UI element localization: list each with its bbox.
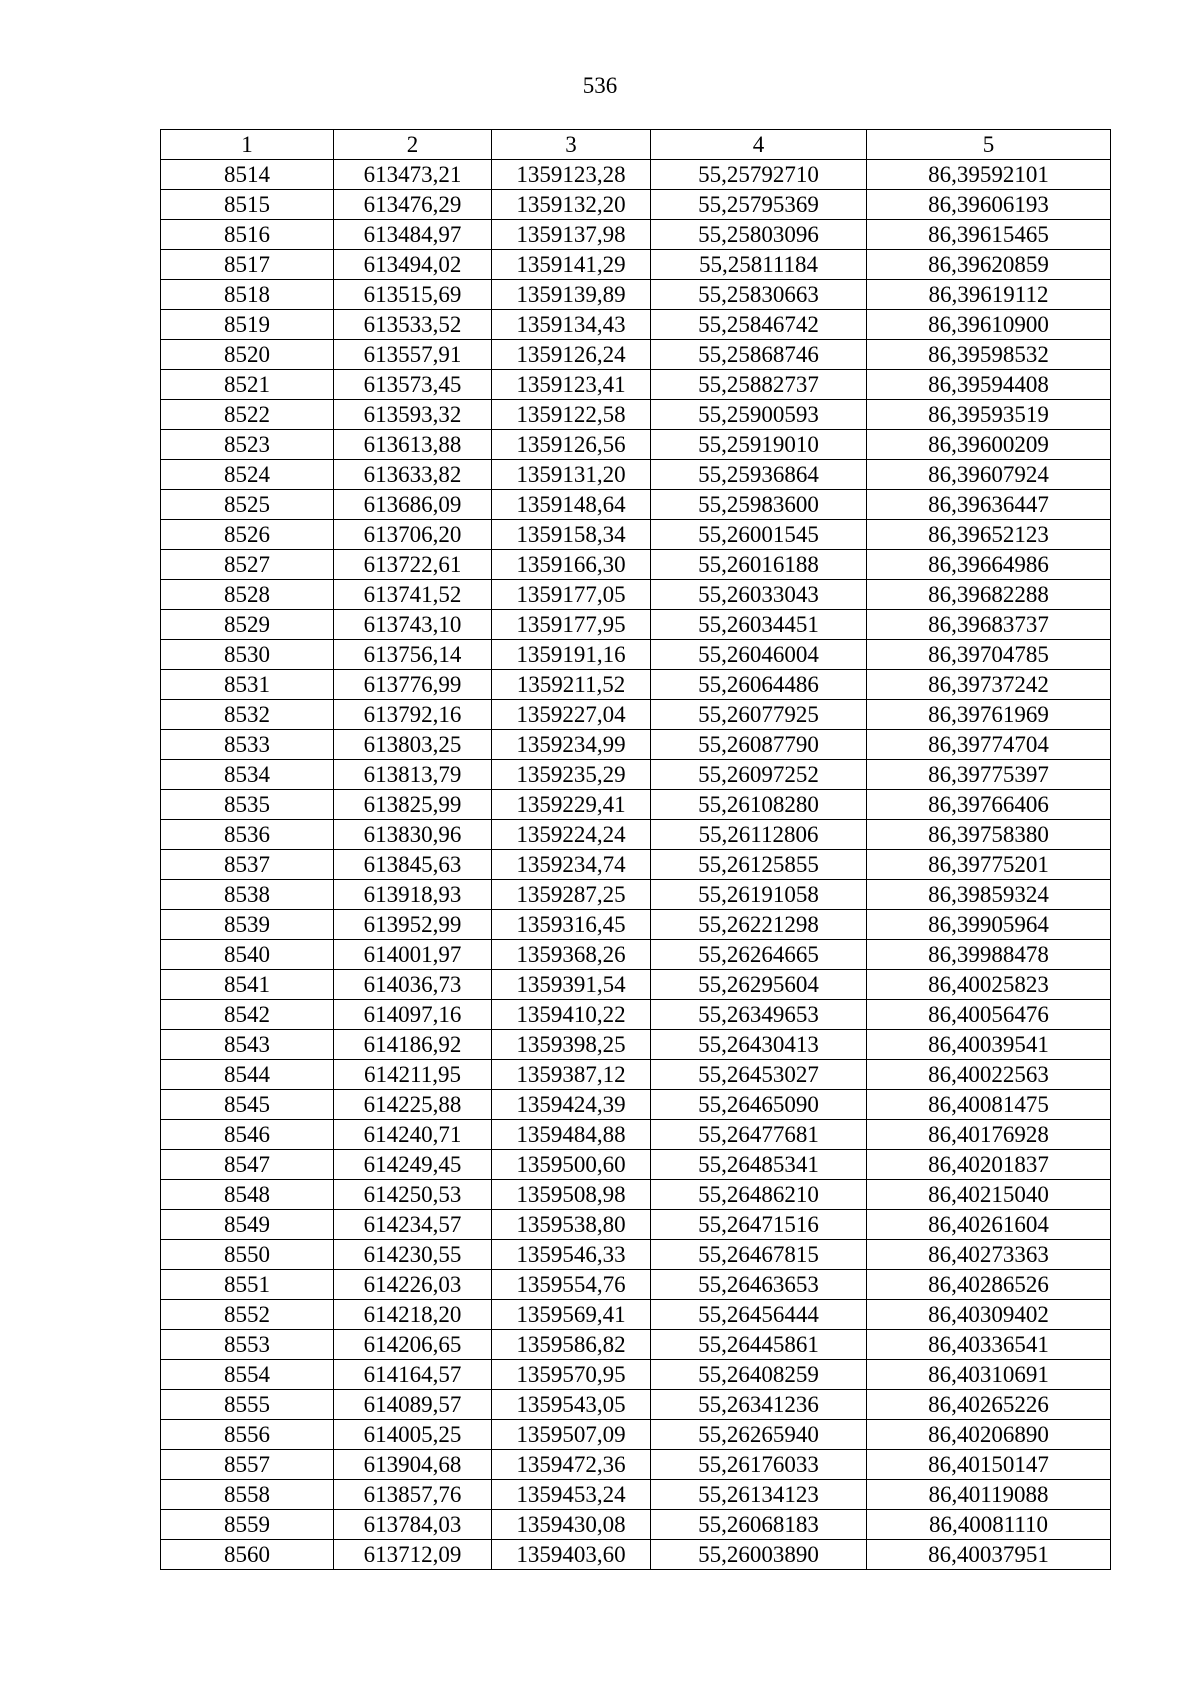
y-coordinate-cell: 1359538,80 (492, 1210, 651, 1240)
table-row (161, 340, 1111, 370)
point-number-cell: 8553 (161, 1330, 334, 1360)
x-coordinate-cell: 613473,21 (334, 160, 492, 190)
x-coordinate-cell: 613722,61 (334, 550, 492, 580)
x-coordinate-cell: 613613,88 (334, 430, 492, 460)
y-coordinate-cell: 1359224,24 (492, 820, 651, 850)
latitude-cell: 55,26016188 (651, 550, 867, 580)
table-row (161, 520, 1111, 550)
longitude-cell: 86,39704785 (867, 640, 1111, 670)
table-row (161, 250, 1111, 280)
y-coordinate-cell: 1359234,99 (492, 730, 651, 760)
latitude-cell: 55,26034451 (651, 610, 867, 640)
latitude-cell: 55,26108280 (651, 790, 867, 820)
point-number-cell: 8558 (161, 1480, 334, 1510)
longitude-cell: 86,40039541 (867, 1030, 1111, 1060)
x-coordinate-cell: 614250,53 (334, 1180, 492, 1210)
y-coordinate-cell: 1359141,29 (492, 250, 651, 280)
latitude-cell: 55,25795369 (651, 190, 867, 220)
x-coordinate-cell: 614249,45 (334, 1150, 492, 1180)
y-coordinate-cell: 1359234,74 (492, 850, 651, 880)
latitude-cell: 55,26033043 (651, 580, 867, 610)
latitude-cell: 55,25846742 (651, 310, 867, 340)
point-number-cell: 8528 (161, 580, 334, 610)
x-coordinate-cell: 613756,14 (334, 640, 492, 670)
y-coordinate-cell: 1359122,58 (492, 400, 651, 430)
y-coordinate-cell: 1359227,04 (492, 700, 651, 730)
latitude-cell: 55,26176033 (651, 1450, 867, 1480)
y-coordinate-cell: 1359569,41 (492, 1300, 651, 1330)
table-row (161, 700, 1111, 730)
point-number-cell: 8536 (161, 820, 334, 850)
x-coordinate-cell: 613743,10 (334, 610, 492, 640)
table-header (161, 130, 1111, 160)
table-row (161, 1450, 1111, 1480)
x-coordinate-cell: 614230,55 (334, 1240, 492, 1270)
column-header: 1 (161, 130, 334, 160)
table-row (161, 370, 1111, 400)
y-coordinate-cell: 1359177,05 (492, 580, 651, 610)
latitude-cell: 55,26456444 (651, 1300, 867, 1330)
longitude-cell: 86,39615465 (867, 220, 1111, 250)
y-coordinate-cell: 1359508,98 (492, 1180, 651, 1210)
longitude-cell: 86,40310691 (867, 1360, 1111, 1390)
table-row (161, 1210, 1111, 1240)
y-coordinate-cell: 1359177,95 (492, 610, 651, 640)
coordinates-table (160, 129, 1111, 1570)
header-row (161, 130, 1111, 160)
latitude-cell: 55,26046004 (651, 640, 867, 670)
longitude-cell: 86,39620859 (867, 250, 1111, 280)
column-header: 4 (651, 130, 867, 160)
x-coordinate-cell: 614225,88 (334, 1090, 492, 1120)
y-coordinate-cell: 1359398,25 (492, 1030, 651, 1060)
column-header: 2 (334, 130, 492, 160)
longitude-cell: 86,39636447 (867, 490, 1111, 520)
x-coordinate-cell: 613784,03 (334, 1510, 492, 1540)
y-coordinate-cell: 1359546,33 (492, 1240, 651, 1270)
x-coordinate-cell: 613776,99 (334, 670, 492, 700)
longitude-cell: 86,39619112 (867, 280, 1111, 310)
longitude-cell: 86,39600209 (867, 430, 1111, 460)
latitude-cell: 55,26349653 (651, 1000, 867, 1030)
table-row (161, 670, 1111, 700)
x-coordinate-cell: 613476,29 (334, 190, 492, 220)
point-number-cell: 8551 (161, 1270, 334, 1300)
table-row (161, 1480, 1111, 1510)
latitude-cell: 55,26064486 (651, 670, 867, 700)
y-coordinate-cell: 1359134,43 (492, 310, 651, 340)
x-coordinate-cell: 613515,69 (334, 280, 492, 310)
x-coordinate-cell: 614005,25 (334, 1420, 492, 1450)
point-number-cell: 8555 (161, 1390, 334, 1420)
x-coordinate-cell: 613706,20 (334, 520, 492, 550)
y-coordinate-cell: 1359211,52 (492, 670, 651, 700)
table-row (161, 610, 1111, 640)
latitude-cell: 55,26125855 (651, 850, 867, 880)
longitude-cell: 86,40201837 (867, 1150, 1111, 1180)
y-coordinate-cell: 1359126,56 (492, 430, 651, 460)
longitude-cell: 86,40336541 (867, 1330, 1111, 1360)
table-row (161, 550, 1111, 580)
table-row (161, 1540, 1111, 1570)
point-number-cell: 8530 (161, 640, 334, 670)
table-row (161, 220, 1111, 250)
y-coordinate-cell: 1359570,95 (492, 1360, 651, 1390)
longitude-cell: 86,40081110 (867, 1510, 1111, 1540)
table-row (161, 430, 1111, 460)
x-coordinate-cell: 614226,03 (334, 1270, 492, 1300)
longitude-cell: 86,39682288 (867, 580, 1111, 610)
point-number-cell: 8542 (161, 1000, 334, 1030)
latitude-cell: 55,25830663 (651, 280, 867, 310)
point-number-cell: 8537 (161, 850, 334, 880)
point-number-cell: 8535 (161, 790, 334, 820)
table-row (161, 160, 1111, 190)
y-coordinate-cell: 1359391,54 (492, 970, 651, 1000)
latitude-cell: 55,26264665 (651, 940, 867, 970)
longitude-cell: 86,40261604 (867, 1210, 1111, 1240)
x-coordinate-cell: 613952,99 (334, 910, 492, 940)
x-coordinate-cell: 613741,52 (334, 580, 492, 610)
y-coordinate-cell: 1359148,64 (492, 490, 651, 520)
latitude-cell: 55,26485341 (651, 1150, 867, 1180)
x-coordinate-cell: 614001,97 (334, 940, 492, 970)
longitude-cell: 86,39593519 (867, 400, 1111, 430)
longitude-cell: 86,39774704 (867, 730, 1111, 760)
y-coordinate-cell: 1359507,09 (492, 1420, 651, 1450)
latitude-cell: 55,25811184 (651, 250, 867, 280)
y-coordinate-cell: 1359543,05 (492, 1390, 651, 1420)
longitude-cell: 86,39598532 (867, 340, 1111, 370)
latitude-cell: 55,26430413 (651, 1030, 867, 1060)
latitude-cell: 55,26467815 (651, 1240, 867, 1270)
x-coordinate-cell: 613845,63 (334, 850, 492, 880)
point-number-cell: 8515 (161, 190, 334, 220)
y-coordinate-cell: 1359410,22 (492, 1000, 651, 1030)
table-row (161, 1030, 1111, 1060)
point-number-cell: 8550 (161, 1240, 334, 1270)
y-coordinate-cell: 1359158,34 (492, 520, 651, 550)
table-row (161, 970, 1111, 1000)
latitude-cell: 55,26265940 (651, 1420, 867, 1450)
point-number-cell: 8529 (161, 610, 334, 640)
point-number-cell: 8516 (161, 220, 334, 250)
latitude-cell: 55,25919010 (651, 430, 867, 460)
point-number-cell: 8525 (161, 490, 334, 520)
y-coordinate-cell: 1359126,24 (492, 340, 651, 370)
x-coordinate-cell: 614186,92 (334, 1030, 492, 1060)
y-coordinate-cell: 1359500,60 (492, 1150, 651, 1180)
table-row (161, 460, 1111, 490)
y-coordinate-cell: 1359235,29 (492, 760, 651, 790)
latitude-cell: 55,25983600 (651, 490, 867, 520)
table-row (161, 760, 1111, 790)
x-coordinate-cell: 614164,57 (334, 1360, 492, 1390)
x-coordinate-cell: 613686,09 (334, 490, 492, 520)
latitude-cell: 55,26445861 (651, 1330, 867, 1360)
longitude-cell: 86,40286526 (867, 1270, 1111, 1300)
point-number-cell: 8560 (161, 1540, 334, 1570)
table-row (161, 280, 1111, 310)
point-number-cell: 8531 (161, 670, 334, 700)
point-number-cell: 8527 (161, 550, 334, 580)
latitude-cell: 55,26191058 (651, 880, 867, 910)
y-coordinate-cell: 1359453,24 (492, 1480, 651, 1510)
y-coordinate-cell: 1359166,30 (492, 550, 651, 580)
point-number-cell: 8524 (161, 460, 334, 490)
table-row (161, 1300, 1111, 1330)
table-row (161, 1180, 1111, 1210)
point-number-cell: 8533 (161, 730, 334, 760)
point-number-cell: 8534 (161, 760, 334, 790)
latitude-cell: 55,26001545 (651, 520, 867, 550)
y-coordinate-cell: 1359430,08 (492, 1510, 651, 1540)
table-row (161, 940, 1111, 970)
table-row (161, 1000, 1111, 1030)
latitude-cell: 55,26097252 (651, 760, 867, 790)
table-row (161, 1240, 1111, 1270)
x-coordinate-cell: 613792,16 (334, 700, 492, 730)
column-header: 5 (867, 130, 1111, 160)
table-body (161, 160, 1111, 1570)
point-number-cell: 8559 (161, 1510, 334, 1540)
latitude-cell: 55,26087790 (651, 730, 867, 760)
table-row (161, 640, 1111, 670)
longitude-cell: 86,40150147 (867, 1450, 1111, 1480)
point-number-cell: 8554 (161, 1360, 334, 1390)
table-row (161, 730, 1111, 760)
table-row (161, 1090, 1111, 1120)
latitude-cell: 55,26471516 (651, 1210, 867, 1240)
longitude-cell: 86,40022563 (867, 1060, 1111, 1090)
longitude-cell: 86,39859324 (867, 880, 1111, 910)
latitude-cell: 55,25803096 (651, 220, 867, 250)
table-row (161, 400, 1111, 430)
point-number-cell: 8520 (161, 340, 334, 370)
longitude-cell: 86,39683737 (867, 610, 1111, 640)
latitude-cell: 55,26134123 (651, 1480, 867, 1510)
x-coordinate-cell: 613573,45 (334, 370, 492, 400)
latitude-cell: 55,26068183 (651, 1510, 867, 1540)
column-header: 3 (492, 130, 651, 160)
y-coordinate-cell: 1359484,88 (492, 1120, 651, 1150)
longitude-cell: 86,40265226 (867, 1390, 1111, 1420)
point-number-cell: 8540 (161, 940, 334, 970)
point-number-cell: 8548 (161, 1180, 334, 1210)
table-row (161, 1420, 1111, 1450)
table-row (161, 1270, 1111, 1300)
y-coordinate-cell: 1359123,28 (492, 160, 651, 190)
point-number-cell: 8523 (161, 430, 334, 460)
longitude-cell: 86,40025823 (867, 970, 1111, 1000)
latitude-cell: 55,26221298 (651, 910, 867, 940)
longitude-cell: 86,40176928 (867, 1120, 1111, 1150)
point-number-cell: 8519 (161, 310, 334, 340)
longitude-cell: 86,39988478 (867, 940, 1111, 970)
x-coordinate-cell: 613803,25 (334, 730, 492, 760)
x-coordinate-cell: 613825,99 (334, 790, 492, 820)
x-coordinate-cell: 614211,95 (334, 1060, 492, 1090)
point-number-cell: 8543 (161, 1030, 334, 1060)
x-coordinate-cell: 613813,79 (334, 760, 492, 790)
table-row (161, 1060, 1111, 1090)
latitude-cell: 55,25868746 (651, 340, 867, 370)
y-coordinate-cell: 1359132,20 (492, 190, 651, 220)
latitude-cell: 55,25936864 (651, 460, 867, 490)
longitude-cell: 86,40273363 (867, 1240, 1111, 1270)
x-coordinate-cell: 613830,96 (334, 820, 492, 850)
longitude-cell: 86,40206890 (867, 1420, 1111, 1450)
point-number-cell: 8556 (161, 1420, 334, 1450)
longitude-cell: 86,39761969 (867, 700, 1111, 730)
y-coordinate-cell: 1359131,20 (492, 460, 651, 490)
longitude-cell: 86,39606193 (867, 190, 1111, 220)
table-row (161, 1510, 1111, 1540)
point-number-cell: 8557 (161, 1450, 334, 1480)
point-number-cell: 8514 (161, 160, 334, 190)
latitude-cell: 55,26003890 (651, 1540, 867, 1570)
table-row (161, 790, 1111, 820)
point-number-cell: 8518 (161, 280, 334, 310)
x-coordinate-cell: 613484,97 (334, 220, 492, 250)
latitude-cell: 55,26112806 (651, 820, 867, 850)
longitude-cell: 86,39592101 (867, 160, 1111, 190)
latitude-cell: 55,25900593 (651, 400, 867, 430)
y-coordinate-cell: 1359424,39 (492, 1090, 651, 1120)
longitude-cell: 86,40215040 (867, 1180, 1111, 1210)
longitude-cell: 86,39758380 (867, 820, 1111, 850)
table-row (161, 310, 1111, 340)
latitude-cell: 55,25792710 (651, 160, 867, 190)
x-coordinate-cell: 614240,71 (334, 1120, 492, 1150)
x-coordinate-cell: 613918,93 (334, 880, 492, 910)
x-coordinate-cell: 614036,73 (334, 970, 492, 1000)
longitude-cell: 86,39664986 (867, 550, 1111, 580)
latitude-cell: 55,26295604 (651, 970, 867, 1000)
x-coordinate-cell: 613712,09 (334, 1540, 492, 1570)
y-coordinate-cell: 1359139,89 (492, 280, 651, 310)
point-number-cell: 8544 (161, 1060, 334, 1090)
latitude-cell: 55,26408259 (651, 1360, 867, 1390)
x-coordinate-cell: 614097,16 (334, 1000, 492, 1030)
x-coordinate-cell: 613857,76 (334, 1480, 492, 1510)
longitude-cell: 86,40119088 (867, 1480, 1111, 1510)
y-coordinate-cell: 1359137,98 (492, 220, 651, 250)
longitude-cell: 86,39610900 (867, 310, 1111, 340)
x-coordinate-cell: 613533,52 (334, 310, 492, 340)
table-row (161, 190, 1111, 220)
table-row (161, 580, 1111, 610)
table-row (161, 490, 1111, 520)
point-number-cell: 8545 (161, 1090, 334, 1120)
table-row (161, 820, 1111, 850)
point-number-cell: 8521 (161, 370, 334, 400)
y-coordinate-cell: 1359554,76 (492, 1270, 651, 1300)
point-number-cell: 8547 (161, 1150, 334, 1180)
longitude-cell: 86,39652123 (867, 520, 1111, 550)
y-coordinate-cell: 1359316,45 (492, 910, 651, 940)
y-coordinate-cell: 1359387,12 (492, 1060, 651, 1090)
point-number-cell: 8552 (161, 1300, 334, 1330)
x-coordinate-cell: 614234,57 (334, 1210, 492, 1240)
x-coordinate-cell: 613557,91 (334, 340, 492, 370)
y-coordinate-cell: 1359191,16 (492, 640, 651, 670)
longitude-cell: 86,39594408 (867, 370, 1111, 400)
latitude-cell: 55,26486210 (651, 1180, 867, 1210)
y-coordinate-cell: 1359287,25 (492, 880, 651, 910)
latitude-cell: 55,26477681 (651, 1120, 867, 1150)
longitude-cell: 86,39775397 (867, 760, 1111, 790)
latitude-cell: 55,26463653 (651, 1270, 867, 1300)
table-row (161, 1390, 1111, 1420)
latitude-cell: 55,25882737 (651, 370, 867, 400)
y-coordinate-cell: 1359229,41 (492, 790, 651, 820)
longitude-cell: 86,40037951 (867, 1540, 1111, 1570)
x-coordinate-cell: 613904,68 (334, 1450, 492, 1480)
y-coordinate-cell: 1359368,26 (492, 940, 651, 970)
longitude-cell: 86,40081475 (867, 1090, 1111, 1120)
point-number-cell: 8526 (161, 520, 334, 550)
longitude-cell: 86,39737242 (867, 670, 1111, 700)
y-coordinate-cell: 1359403,60 (492, 1540, 651, 1570)
table-row (161, 910, 1111, 940)
longitude-cell: 86,40056476 (867, 1000, 1111, 1030)
point-number-cell: 8532 (161, 700, 334, 730)
table-row (161, 1360, 1111, 1390)
x-coordinate-cell: 614218,20 (334, 1300, 492, 1330)
longitude-cell: 86,40309402 (867, 1300, 1111, 1330)
table-row (161, 1120, 1111, 1150)
point-number-cell: 8517 (161, 250, 334, 280)
x-coordinate-cell: 613633,82 (334, 460, 492, 490)
table-row (161, 1150, 1111, 1180)
table-row (161, 1330, 1111, 1360)
point-number-cell: 8541 (161, 970, 334, 1000)
longitude-cell: 86,39905964 (867, 910, 1111, 940)
latitude-cell: 55,26465090 (651, 1090, 867, 1120)
y-coordinate-cell: 1359472,36 (492, 1450, 651, 1480)
point-number-cell: 8549 (161, 1210, 334, 1240)
x-coordinate-cell: 614089,57 (334, 1390, 492, 1420)
page-number: 536 (582, 73, 618, 98)
x-coordinate-cell: 613494,02 (334, 250, 492, 280)
point-number-cell: 8538 (161, 880, 334, 910)
point-number-cell: 8539 (161, 910, 334, 940)
latitude-cell: 55,26453027 (651, 1060, 867, 1090)
point-number-cell: 8546 (161, 1120, 334, 1150)
latitude-cell: 55,26341236 (651, 1390, 867, 1420)
longitude-cell: 86,39607924 (867, 460, 1111, 490)
table-row (161, 880, 1111, 910)
y-coordinate-cell: 1359123,41 (492, 370, 651, 400)
x-coordinate-cell: 613593,32 (334, 400, 492, 430)
latitude-cell: 55,26077925 (651, 700, 867, 730)
point-number-cell: 8522 (161, 400, 334, 430)
x-coordinate-cell: 614206,65 (334, 1330, 492, 1360)
longitude-cell: 86,39775201 (867, 850, 1111, 880)
y-coordinate-cell: 1359586,82 (492, 1330, 651, 1360)
longitude-cell: 86,39766406 (867, 790, 1111, 820)
table-row (161, 850, 1111, 880)
